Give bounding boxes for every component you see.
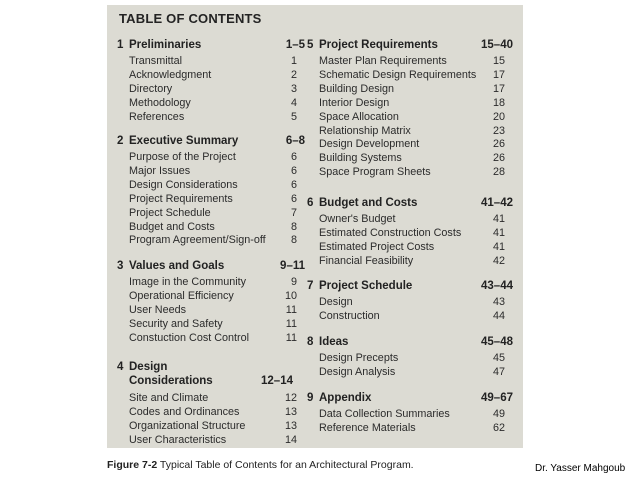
entry-label: Data Collection Summaries: [319, 408, 450, 420]
toc-entry: [319, 83, 513, 96]
entry-page: 44: [492, 309, 505, 322]
toc-entry: [129, 179, 305, 192]
section-heading: [117, 260, 305, 276]
entry-label: Building Design: [319, 82, 395, 95]
entry-page: 12: [284, 392, 297, 404]
entry-label: Security and Safety: [129, 317, 223, 330]
entry-page: 6: [290, 192, 297, 205]
section-title: Appendix: [319, 392, 372, 404]
entry-label: Organizational Structure: [129, 419, 246, 432]
entry-page: 23: [492, 124, 505, 137]
section-page-range: 43–44: [481, 280, 513, 292]
toc-entry: [319, 227, 513, 240]
entry-page: 42: [492, 254, 505, 267]
toc-entry: [129, 234, 305, 247]
section-heading: [307, 392, 513, 408]
section-page-range: 15–40: [481, 39, 513, 51]
entry-page: 15: [492, 55, 505, 67]
section-page-range: 45–48: [481, 336, 513, 348]
toc-entry: [319, 352, 513, 365]
section-heading: [307, 280, 513, 296]
toc-entry: [129, 420, 305, 433]
entry-label: Image in the Community: [129, 276, 247, 288]
toc-entry: [319, 422, 513, 435]
toc-entry: [129, 406, 305, 419]
section-title: Budget and Costs: [319, 197, 418, 209]
toc-entry: [319, 408, 513, 421]
figure-label: Figure 7-2: [107, 459, 158, 471]
entry-label: Major Issues: [129, 164, 191, 177]
toc-panel: [107, 5, 523, 448]
toc-entry: [319, 310, 513, 323]
entry-label: Financial Feasibility: [319, 254, 414, 267]
toc-entry: [129, 97, 305, 110]
toc-entry: [129, 434, 305, 447]
entry-page: 41: [492, 240, 505, 253]
entry-page: 28: [492, 166, 505, 179]
section-number: 9: [307, 392, 314, 404]
entry-page: 7: [290, 206, 297, 219]
section-number: 1: [117, 39, 124, 51]
entry-page: 41: [492, 226, 505, 239]
toc-entry: [319, 138, 513, 151]
section-heading: [117, 39, 305, 55]
entry-label: References: [129, 110, 185, 123]
entry-label: Design Precepts: [319, 352, 399, 364]
section-title: Preliminaries: [129, 39, 202, 51]
entry-page: 43: [492, 296, 505, 308]
toc-entry: [129, 83, 305, 96]
section-heading: [307, 39, 513, 55]
entry-label: Building Systems: [319, 152, 402, 165]
toc-entry: [319, 213, 513, 226]
entry-label: Space Program Sheets: [319, 166, 431, 179]
toc-entry: [319, 125, 513, 138]
entry-page: 6: [290, 164, 297, 177]
entry-page: 41: [492, 213, 505, 225]
section-number: 6: [307, 197, 314, 209]
entry-page: 11: [285, 303, 297, 316]
entry-page: 8: [290, 234, 297, 247]
entry-label: Owner's Budget: [319, 213, 396, 225]
toc-entry: [129, 69, 305, 82]
section-title: Project Schedule: [319, 280, 413, 292]
toc-entry: [319, 166, 513, 179]
entry-page: 26: [492, 138, 505, 151]
toc-entry: [319, 55, 513, 68]
toc-entry: [129, 392, 305, 405]
section-page-range: 6–8: [285, 135, 305, 147]
section-heading: [117, 361, 305, 387]
author-credit: Dr. Yasser Mahgoub: [535, 463, 626, 474]
entry-page: 62: [492, 421, 505, 434]
entry-page: 49: [492, 408, 505, 420]
entry-page: 6: [290, 151, 297, 163]
toc-entry: [319, 111, 513, 124]
toc-entry: [129, 332, 305, 345]
entry-page: 13: [284, 405, 297, 418]
toc-title: TABLE OF CONTENTS: [119, 11, 262, 26]
entry-label: Directory: [129, 82, 173, 95]
section-heading: [307, 336, 513, 352]
section-number: 8: [307, 336, 314, 348]
entry-page: 1: [290, 55, 297, 67]
section-page-range: 12–14: [261, 375, 293, 387]
entry-label: Program Agreement/Sign-off: [129, 234, 266, 247]
entry-page: 5: [290, 110, 297, 123]
entry-label: Operational Efficiency: [129, 289, 234, 302]
toc-entry: [129, 151, 305, 164]
entry-label: Design Considerations: [129, 178, 238, 191]
toc-entry: [129, 290, 305, 303]
toc-entry: [319, 152, 513, 165]
entry-page: 45: [492, 352, 505, 364]
entry-page: 3: [290, 82, 297, 95]
entry-label: Codes and Ordinances: [129, 405, 240, 418]
section-page-range: 1–5: [285, 39, 305, 51]
entry-page: 11: [285, 317, 297, 330]
toc-entry: [129, 207, 305, 220]
entry-page: 47: [492, 365, 505, 378]
toc-entry: [129, 221, 305, 234]
entry-page: 11: [285, 331, 297, 344]
entry-label: Purpose of the Project: [129, 151, 236, 163]
section-title: Design: [129, 361, 168, 373]
entry-label: Transmittal: [129, 55, 182, 67]
section-title: Project Requirements: [319, 39, 438, 51]
entry-label: Constuction Cost Control: [129, 331, 250, 344]
entry-page: 2: [290, 68, 297, 81]
entry-page: 26: [492, 152, 505, 165]
entry-label: User Needs: [129, 303, 187, 316]
entry-label: Design Development: [319, 138, 420, 151]
toc-entry: [129, 276, 305, 289]
section-number: 2: [117, 135, 124, 147]
entry-page: 8: [290, 220, 297, 233]
section-title: Ideas: [319, 336, 349, 348]
section-title: Executive Summary: [129, 135, 239, 147]
figure-caption: [107, 459, 414, 471]
entry-label: Project Requirements: [129, 192, 233, 205]
section-number: 7: [307, 280, 314, 292]
entry-label: Methodology: [129, 96, 191, 109]
entry-page: 14: [284, 433, 297, 446]
section-page-range: 49–67: [481, 392, 513, 404]
entry-label: Construction: [319, 309, 380, 322]
entry-page: 4: [290, 96, 297, 109]
entry-page: 10: [284, 289, 297, 302]
entry-label: Design Analysis: [319, 365, 396, 378]
entry-page: 6: [290, 178, 297, 191]
toc-entry: [129, 304, 305, 317]
toc-entry: [129, 111, 305, 124]
entry-label: Relationship Matrix: [319, 124, 411, 137]
entry-label: Acknowledgment: [129, 68, 212, 81]
section-heading: [117, 135, 305, 151]
toc-entry: [319, 255, 513, 268]
section-number: 5: [307, 39, 314, 51]
toc-entry: [319, 97, 513, 110]
figure-text: Typical Table of Contents for an Architectural Program.: [159, 459, 414, 471]
entry-page: 20: [492, 110, 505, 123]
toc-entry: [129, 165, 305, 178]
toc-entry: [129, 55, 305, 68]
entry-label: Estimated Construction Costs: [319, 226, 462, 239]
entry-page: 18: [492, 96, 505, 109]
entry-label: Design: [319, 296, 353, 308]
section-number: 3: [117, 260, 124, 272]
entry-label: Project Schedule: [129, 206, 211, 219]
toc-entry: [319, 241, 513, 254]
entry-page: 9: [290, 276, 297, 288]
entry-page: 13: [284, 419, 297, 432]
section-number: 4: [117, 361, 124, 373]
section-page-range: 9–11: [280, 260, 305, 272]
entry-label: User Characteristics: [129, 433, 227, 446]
entry-label: Estimated Project Costs: [319, 240, 435, 253]
entry-label: Space Allocation: [319, 110, 399, 123]
entry-label: Site and Climate: [129, 392, 209, 404]
entry-label: Budget and Costs: [129, 220, 215, 233]
entry-page: 17: [492, 68, 505, 81]
toc-entry: [319, 366, 513, 379]
entry-page: 17: [492, 82, 505, 95]
section-heading: [307, 197, 513, 213]
toc-entry: [129, 193, 305, 206]
section-title: Values and Goals: [129, 260, 225, 272]
toc-entry: [129, 318, 305, 331]
entry-label: Reference Materials: [319, 421, 416, 434]
toc-entry: [319, 69, 513, 82]
toc-entry: [319, 296, 513, 309]
entry-label: Schematic Design Requirements: [319, 68, 477, 81]
entry-label: Master Plan Requirements: [319, 55, 447, 67]
section-title-continued: Considerations: [129, 375, 213, 387]
entry-label: Interior Design: [319, 96, 390, 109]
section-page-range: 41–42: [481, 197, 513, 209]
